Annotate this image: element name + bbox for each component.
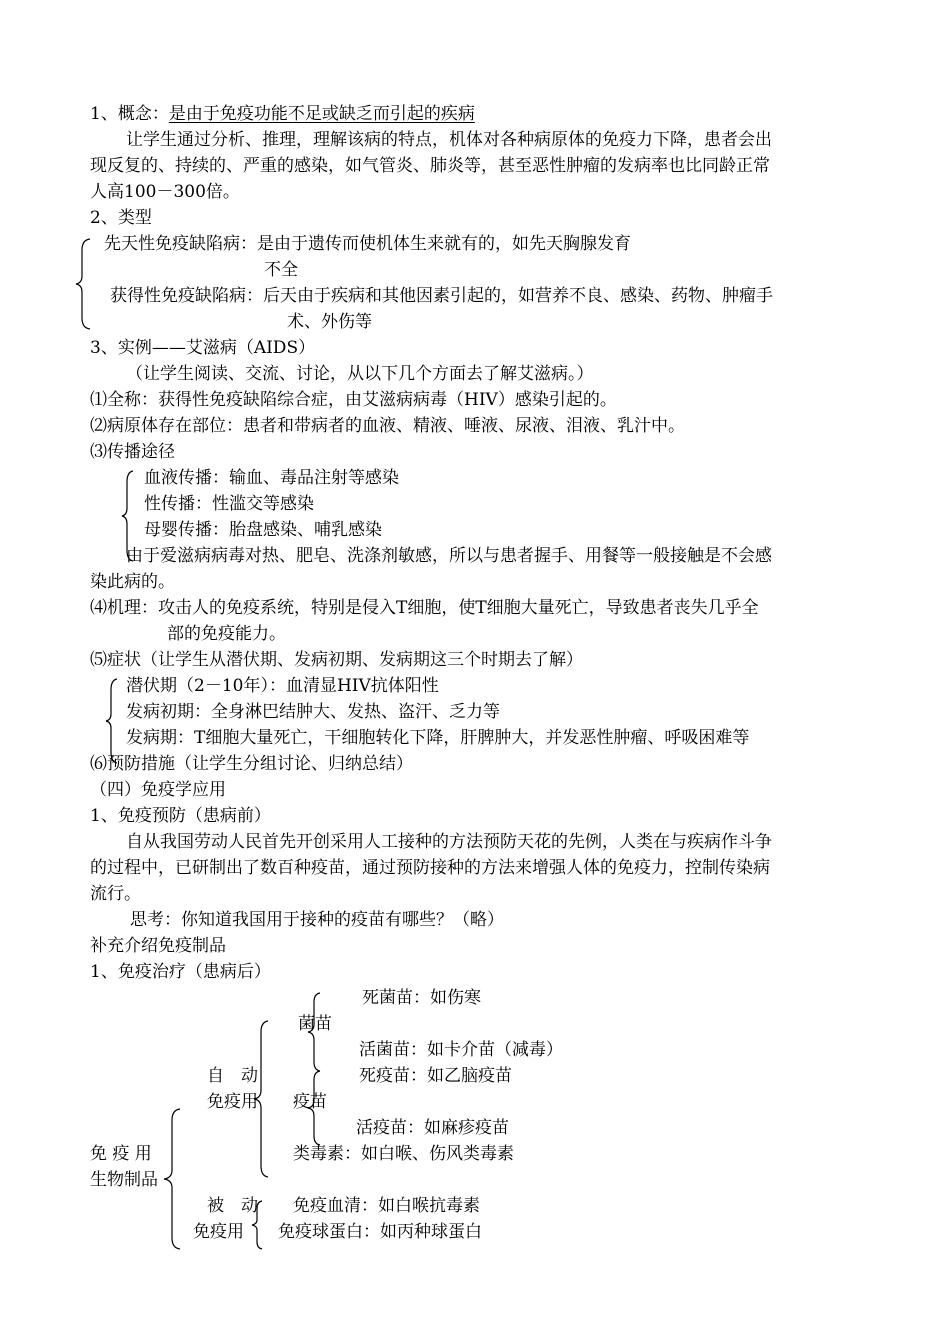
supplement-heading: 补充介绍免疫制品 <box>90 936 226 956</box>
active-immunity-line-2: 免疫用 <box>207 1092 258 1112</box>
symptom-early: 发病初期：全身淋巴结肿大、发热、盗汗、乏力等 <box>126 702 500 722</box>
symptom-brace <box>104 678 120 764</box>
concept-definition: 是由于免疫功能不足或缺乏而引起的疾病 <box>168 104 475 124</box>
root-line-1: 免 疫 用 <box>90 1144 152 1164</box>
types-heading: 2、类型 <box>90 208 152 228</box>
dead-bacterial-vaccine: 死菌苗：如伤寒 <box>362 988 481 1008</box>
types-brace <box>72 238 96 330</box>
aids-prevention: ⑹预防措施（让学生分组讨论、归纳总结） <box>90 754 413 774</box>
passive-brace <box>250 1200 264 1250</box>
concept-paragraph-line-2: 现反复的、持续的、严重的感染，如气管炎、肺炎等，甚至恶性肿瘤的发病率也比同龄正常 <box>90 156 770 176</box>
root-line-2: 生物制品 <box>90 1170 158 1190</box>
immune-globulin: 免疫球蛋白：如丙种球蛋白 <box>278 1222 482 1242</box>
concept-label: 1、概念： <box>90 104 169 124</box>
prevention-paragraph-line-2: 的过程中，已研制出了数百种疫苗，通过预防接种的方法来增强人体的免疫力，控制传染病 <box>90 858 770 878</box>
section-heading: （四）免疫学应用 <box>90 780 226 800</box>
live-virus-vaccine: 活疫苗：如麻疹疫苗 <box>356 1118 509 1138</box>
type-acquired-line-1: 获得性免疫缺陷病：后天由于疾病和其他因素引起的，如营养不良、感染、药物、肿瘤手 <box>110 286 773 306</box>
aids-route-heading: ⑶传播途径 <box>90 442 175 462</box>
virus-vaccine: 疫苗 <box>293 1092 327 1112</box>
live-bacterial-vaccine: 活菌苗：如卡介苗（减毒） <box>359 1040 563 1060</box>
aids-mechanism-line-1: ⑷机理：攻击人的免疫系统，特别是侵入T细胞，使T细胞大量死亡，导致患者丧失几乎全 <box>90 598 759 618</box>
type-acquired-line-2: 术、外伤等 <box>287 312 372 332</box>
root-brace <box>162 1108 182 1250</box>
route-blood: 血液传播：输血、毒品注射等感染 <box>144 468 399 488</box>
type-congenital-line-1: 先天性免疫缺陷病：是由于遗传而使机体生来就有的，如先天胸腺发育 <box>104 234 631 254</box>
type-congenital-line-2: 不全 <box>264 260 298 280</box>
symptom-onset: 发病期：T细胞大量死亡，干细胞转化下降，肝脾肿大，并发恶性肿瘤、呼吸困难等 <box>126 728 750 748</box>
aids-fullname: ⑴全称：获得性免疫缺陷综合症，由艾滋病病毒（HIV）感染引起的。 <box>90 390 617 410</box>
vaccine-brace <box>306 1070 322 1146</box>
therapy-heading: 1、免疫治疗（患病后） <box>90 962 271 982</box>
route-sexual: 性传播：性滥交等感染 <box>144 494 314 514</box>
route-note-line-1: 由于爱滋病病毒对热、肥皂、洗涤剂敏感，所以与患者握手、用餐等一般接触是不会感 <box>126 546 772 566</box>
concept-paragraph-line-3: 人高100－300倍。 <box>90 182 240 202</box>
symptom-latent: 潜伏期（2－10年）：血清显HIV抗体阳性 <box>126 676 439 696</box>
concept-paragraph-line-1: 让学生通过分析、推理，理解该病的特点，机体对各种病原体的免疫力下降，患者会出 <box>126 130 772 150</box>
example-heading: 3、实例——艾滋病（AIDS） <box>90 338 316 358</box>
example-intro: （让学生阅读、交流、讨论，从以下几个方面去了解艾滋病。） <box>126 364 594 384</box>
aids-symptom-heading: ⑸症状（让学生从潜伏期、发病初期、发病期这三个时期去了解） <box>90 650 583 670</box>
prevention-heading: 1、免疫预防（患病前） <box>90 806 271 826</box>
passive-immunity-line-1: 被 动 <box>207 1196 258 1216</box>
bacterial-vaccine: 菌苗 <box>298 1014 332 1034</box>
active-immunity-line-1: 自 动 <box>207 1066 258 1086</box>
route-mother-infant: 母婴传播：胎盘感染、哺乳感染 <box>144 520 382 540</box>
aids-mechanism-line-2: 部的免疫能力。 <box>167 624 286 644</box>
prevention-paragraph-line-1: 自从我国劳动人民首先开创采用人工接种的方法预防天花的先例，人类在与疾病作斗争 <box>126 832 772 852</box>
route-note-line-2: 染此病的。 <box>90 572 175 592</box>
aids-pathogen-location: ⑵病原体存在部位：患者和带病者的血液、精液、唾液、尿液、泪液、乳汁中。 <box>90 416 685 436</box>
prevention-paragraph-line-3: 流行。 <box>90 884 141 904</box>
dead-virus-vaccine: 死疫苗：如乙脑疫苗 <box>359 1066 512 1086</box>
think-question: 思考：你知道我国用于接种的疫苗有哪些？（略） <box>130 910 504 930</box>
concept-line <box>90 103 475 125</box>
passive-immunity-line-2: 免疫用 <box>193 1222 244 1242</box>
immune-serum: 免疫血清：如白喉抗毒素 <box>293 1196 480 1216</box>
toxoid: 类毒素：如白喉、伤风类毒素 <box>293 1144 514 1164</box>
